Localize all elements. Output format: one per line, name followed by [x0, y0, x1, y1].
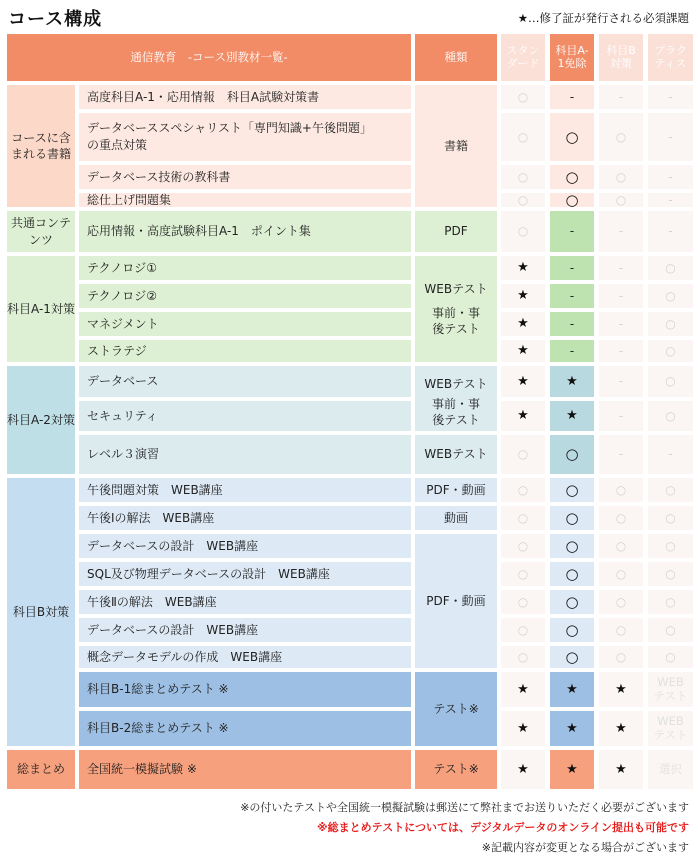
availability-mark: ○: [550, 435, 594, 474]
availability-mark: ★: [501, 401, 545, 431]
availability-mark: ○: [648, 646, 693, 668]
footer-note-1: ※の付いたテストや全国統一模擬試験は郵送にて弊社までお送りいただく必要がございます: [240, 801, 689, 814]
availability-mark: ○: [550, 534, 594, 558]
availability-mark: -: [599, 401, 643, 431]
availability-mark: -: [648, 211, 693, 252]
header-a1-exempt: 科目A-1免除: [550, 34, 594, 81]
availability-mark: ○: [648, 284, 693, 308]
type-a2: [415, 366, 497, 431]
availability-mark: ○: [648, 366, 693, 397]
availability-mark: ○: [599, 165, 643, 189]
footer-note-3: ※記載内容が変更となる場合がございます: [481, 841, 689, 854]
availability-mark: ★: [550, 672, 594, 707]
course-item-name: 科目B-1総まとめテスト ※: [79, 672, 411, 707]
group-common: 共通コンテンツ: [7, 211, 75, 252]
availability-mark: -: [599, 284, 643, 308]
type-b-pdfvid2: PDF・動画: [415, 534, 497, 668]
availability-mark: ○: [501, 211, 545, 252]
availability-mark: ★: [501, 750, 545, 789]
availability-mark: ○: [501, 113, 545, 161]
availability-mark: ○: [501, 534, 545, 558]
availability-mark: ○: [501, 85, 545, 109]
availability-mark: -: [550, 312, 594, 336]
type-a2-lv3: WEBテスト: [415, 435, 497, 474]
type-summary: テスト※: [415, 750, 497, 789]
course-item-name: 総仕上げ問題集: [79, 193, 411, 207]
availability-mark: ○: [550, 113, 594, 161]
availability-mark: ★: [501, 366, 545, 397]
availability-mark: WEBテスト: [648, 672, 693, 707]
availability-mark: -: [599, 366, 643, 397]
type-a2-web: WEBテスト: [424, 377, 488, 391]
availability-mark: ★: [501, 672, 545, 707]
availability-mark: -: [550, 284, 594, 308]
availability-mark: ○: [501, 478, 545, 502]
type-a1: [415, 256, 497, 362]
availability-mark: ○: [501, 562, 545, 586]
availability-mark: ○: [648, 312, 693, 336]
availability-mark: ○: [599, 113, 643, 161]
availability-mark: ○: [550, 562, 594, 586]
availability-mark: ★: [501, 256, 545, 280]
group-book: コースに含まれる書籍: [7, 85, 75, 207]
availability-mark: ★: [550, 711, 594, 746]
availability-mark: -: [550, 256, 594, 280]
group-b: 科目B対策: [7, 478, 75, 746]
type-b-pdfvid: PDF・動画: [415, 478, 497, 502]
availability-mark: ○: [648, 562, 693, 586]
availability-mark: ★: [599, 672, 643, 707]
availability-mark: ○: [599, 193, 643, 207]
type-book: 書籍: [415, 85, 497, 207]
availability-mark: -: [599, 340, 643, 362]
availability-mark: -: [599, 312, 643, 336]
group-a2: 科目A-2対策: [7, 366, 75, 474]
header-standard: スタンダード: [501, 34, 545, 81]
course-item-name: データベース技術の教科書: [79, 165, 411, 189]
page-title: コース構成: [8, 9, 103, 30]
availability-mark: ○: [501, 618, 545, 642]
availability-mark: ○: [599, 590, 643, 614]
course-item-name: 高度科目A-1・応用情報 科目A試験対策書: [79, 85, 411, 109]
availability-mark: ★: [550, 401, 594, 431]
course-item-name: データベースの設計 WEB講座: [79, 618, 411, 642]
availability-mark: ○: [648, 401, 693, 431]
group-summary: 総まとめ: [7, 750, 75, 789]
course-item-name: データベーススペシャリスト「専門知識+午後問題」の重点対策: [79, 113, 411, 161]
availability-mark: ○: [648, 340, 693, 362]
course-item-name: マネジメント: [79, 312, 411, 336]
availability-mark: ○: [599, 534, 643, 558]
header-type: 種類: [415, 34, 497, 81]
availability-mark: ○: [648, 478, 693, 502]
course-item-name: 午後Ⅰの解法 WEB講座: [79, 506, 411, 530]
availability-mark: -: [648, 165, 693, 189]
type-pdf: PDF: [415, 211, 497, 252]
header-b-only: 科目B対策: [599, 34, 643, 81]
availability-mark: ○: [648, 534, 693, 558]
course-item-name: ストラテジ: [79, 340, 411, 362]
availability-mark: -: [599, 256, 643, 280]
availability-mark: ★: [501, 284, 545, 308]
course-item-name: 午後Ⅱの解法 WEB講座: [79, 590, 411, 614]
availability-mark: -: [599, 85, 643, 109]
availability-mark: ○: [648, 256, 693, 280]
availability-mark: ★: [550, 366, 594, 397]
header-materials: 通信教育 -コース別教材一覧-: [7, 34, 411, 81]
availability-mark: ○: [550, 193, 594, 207]
availability-mark: ★: [501, 711, 545, 746]
availability-mark: -: [599, 435, 643, 474]
course-item-name: 応用情報・高度試験科目A-1 ポイント集: [79, 211, 411, 252]
course-item-name: 概念データモデルの作成 WEB講座: [79, 646, 411, 668]
availability-mark: ★: [501, 340, 545, 362]
availability-mark: ○: [550, 506, 594, 530]
availability-mark: ★: [599, 711, 643, 746]
availability-mark: ○: [599, 506, 643, 530]
course-item-name: テクノロジ①: [79, 256, 411, 280]
course-item-name: テクノロジ②: [79, 284, 411, 308]
availability-mark: WEBテスト: [648, 711, 693, 746]
availability-mark: ★: [599, 750, 643, 789]
availability-mark: ★: [550, 750, 594, 789]
availability-mark: ○: [501, 165, 545, 189]
course-item-name: 全国統一模擬試験 ※: [79, 750, 411, 789]
course-item-name: データベースの設計 WEB講座: [79, 534, 411, 558]
availability-mark: -: [648, 85, 693, 109]
availability-mark: ○: [501, 506, 545, 530]
availability-mark: ○: [648, 618, 693, 642]
availability-mark: ○: [550, 618, 594, 642]
course-item-name: セキュリティ: [79, 401, 411, 431]
type-a2-pre: 事前・事後テスト: [431, 397, 480, 428]
availability-mark: ○: [599, 646, 643, 668]
availability-mark: ○: [599, 478, 643, 502]
course-item-name: レベル３演習: [79, 435, 411, 474]
availability-mark: 選択: [648, 750, 693, 789]
availability-mark: -: [599, 211, 643, 252]
availability-mark: ○: [501, 590, 545, 614]
availability-mark: -: [648, 113, 693, 161]
availability-mark: -: [550, 211, 594, 252]
availability-mark: ○: [550, 165, 594, 189]
availability-mark: ○: [648, 506, 693, 530]
legend-note: ★…修了証が発行される必須課題: [517, 11, 689, 25]
availability-mark: ○: [550, 646, 594, 668]
type-a1-pre: 事前・事後テスト: [431, 305, 480, 337]
availability-mark: ○: [501, 646, 545, 668]
type-a1-web: WEBテスト: [424, 281, 488, 296]
course-item-name: 午後問題対策 WEB講座: [79, 478, 411, 502]
availability-mark: ○: [599, 618, 643, 642]
availability-mark: -: [648, 435, 693, 474]
availability-mark: ○: [550, 590, 594, 614]
course-item-name: 科目B-2総まとめテスト ※: [79, 711, 411, 746]
availability-mark: ○: [599, 562, 643, 586]
type-b-test: テスト※: [415, 672, 497, 746]
availability-mark: ○: [550, 478, 594, 502]
header-practice: プラクティス: [648, 34, 693, 81]
course-item-name: SQL及び物理データベースの設計 WEB講座: [79, 562, 411, 586]
availability-mark: ★: [501, 312, 545, 336]
course-table: [7, 34, 693, 789]
availability-mark: ○: [648, 590, 693, 614]
availability-mark: -: [550, 340, 594, 362]
availability-mark: -: [648, 193, 693, 207]
footer-note-2: ※総まとめテストについては、デジタルデータのオンライン提出も可能です: [316, 821, 689, 834]
availability-mark: ○: [501, 193, 545, 207]
availability-mark: -: [550, 85, 594, 109]
availability-mark: ○: [501, 435, 545, 474]
type-b-vid: 動画: [415, 506, 497, 530]
group-a1: 科目A-1対策: [7, 256, 75, 362]
course-item-name: データベース: [79, 366, 411, 397]
